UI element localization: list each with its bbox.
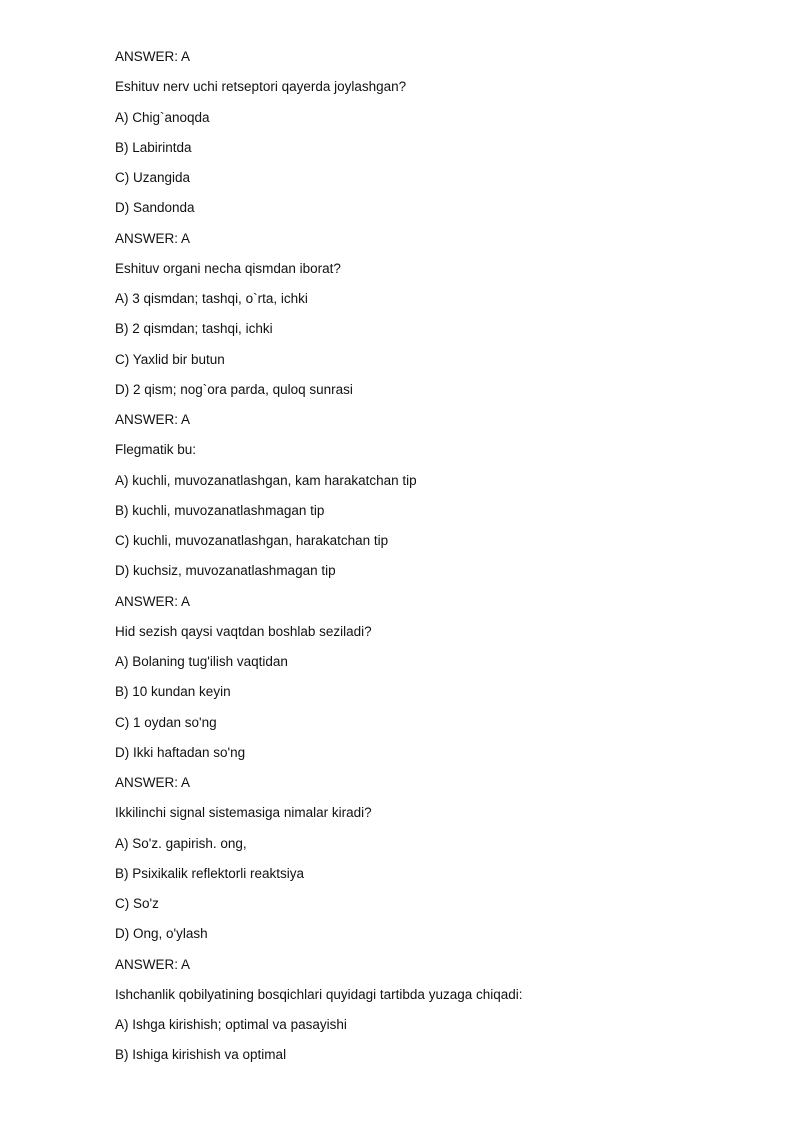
option-c: C) 1 oydan so'ng (115, 714, 217, 730)
option-d: D) Sandonda (115, 200, 195, 216)
question-text: Hid sezish qaysi vaqtdan boshlab seziladi? (115, 623, 372, 639)
option-b: B) 2 qismdan; tashqi, ichki (115, 321, 273, 337)
question-text: Flegmatik bu: (115, 442, 197, 458)
option-d: D) Ong, o'ylash (115, 926, 208, 942)
option-a: A) Bolaning tug'ilish vaqtidan (115, 654, 288, 669)
question-text: Ishchanlik qobilyatining bosqichlari quyidagi tartibda yuzaga chiqadi: (115, 986, 523, 1002)
answer-line: ANSWER: A (115, 775, 191, 790)
answer-line: ANSWER: A (115, 956, 191, 972)
question-text: Eshituv organi necha qismdan iborat? (115, 260, 341, 276)
option-a: A) Chig`anoqda (115, 109, 210, 125)
answer-line: ANSWER: A (115, 412, 191, 427)
option-a: A) So'z. gapirish. ong, (115, 835, 247, 851)
answer-line: ANSWER: A (115, 49, 191, 64)
answer-line: ANSWER: A (115, 230, 191, 246)
document-page (115, 47, 755, 1076)
question-text: Eshituv nerv uchi retseptori qayerda joylashgan? (115, 79, 407, 95)
option-b: B) kuchli, muvozanatlashmagan tip (115, 502, 325, 518)
option-b: B) Labirintda (115, 139, 192, 155)
option-d: D) kuchsiz, muvozanatlashmagan tip (115, 563, 336, 579)
option-c: C) kuchli, muvozanatlashgan, harakatchan tip (115, 533, 389, 548)
answer-line: ANSWER: A (115, 593, 191, 609)
option-b: B) 10 kundan keyin (115, 684, 231, 700)
option-d: D) 2 qism; nog`ora parda, quloq sunrasi (115, 381, 353, 397)
option-b: B) Ishiga kirishish va optimal (115, 1047, 287, 1063)
option-c: C) Uzangida (115, 170, 191, 185)
option-c: C) Yaxlid bir butun (115, 351, 225, 367)
option-b: B) Psixikalik reflektorli reaktsiya (115, 865, 305, 881)
option-a: A) 3 qismdan; tashqi, o`rta, ichki (115, 291, 308, 306)
option-d: D) Ikki haftadan so'ng (115, 744, 246, 760)
option-a: A) Ishga kirishish; optimal va pasayishi (115, 1017, 347, 1032)
option-a: A) kuchli, muvozanatlashgan, kam harakatchan tip (115, 472, 417, 488)
question-text: Ikkilinchi signal sistemasiga nimalar kiradi? (115, 805, 372, 821)
option-c: C) So'z (115, 896, 159, 911)
